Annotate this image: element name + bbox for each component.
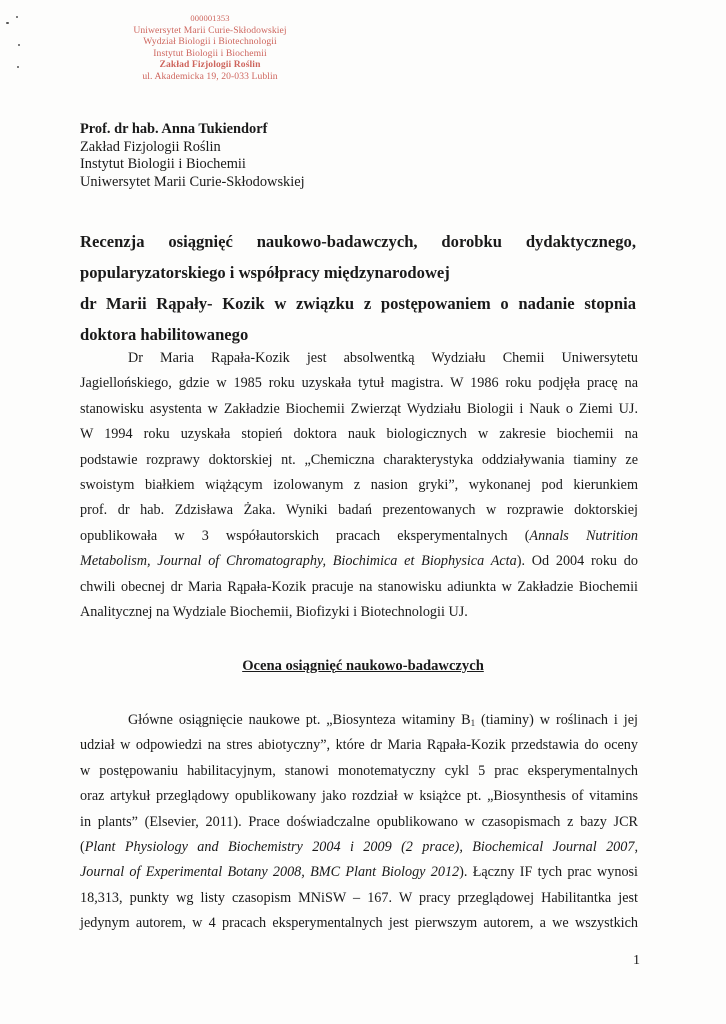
text-line: swoistym białkiem wiążącym izolowanym z nasion gryki”, wykonanej pod kierunkiem: [80, 476, 638, 493]
stamp-line: ul. Akademicka 19, 20-033 Lublin: [142, 70, 278, 82]
stamp-line: Zakład Fizjologii Roślin: [159, 59, 261, 71]
text-line: stanowisku asystenta w Zakładzie Biochemii Zwierząt Wydziału Biologii i Nauk o Ziemi UJ.: [80, 400, 638, 417]
stamp-line: Instytut Biologii i Biochemii: [153, 47, 267, 59]
journal-citation: Metabolism, Journal of Chromatography, Biochimica et Biophysica Acta: [80, 553, 517, 570]
text-line: [80, 860, 638, 885]
text-segment: (tiaminy) w roślinach i jej: [475, 712, 638, 728]
text-segment: (: [80, 838, 85, 855]
text-segment: ). Łączny IF tych prac wynosi: [459, 864, 638, 881]
text-line: podstawie rozprawy doktorskiej nt. „Chemiczna charakterystyka oddziaływania tiaminy ze: [80, 451, 638, 468]
title-line: doktora habilitowanego: [80, 325, 249, 344]
text-line: [80, 524, 638, 549]
stamp-number: 000001353: [190, 13, 230, 23]
author-block: [80, 121, 305, 191]
document-title: [80, 226, 636, 350]
page-number: 1: [633, 953, 640, 968]
paragraph-background: [80, 346, 638, 625]
section-heading: Ocena osiągnięć naukowo-badawczych: [242, 658, 484, 674]
text-line: udział w odpowiedzi na stres abiotyczny”, które dr Maria Rąpała-Kozik przedstawia do oceny: [80, 737, 638, 754]
title-line: popularyzatorskiego i współpracy międzynarodowej: [80, 263, 450, 282]
text-line: oraz artykuł przeglądowy opublikowany jako rozdział w książce pt. „Biosynthesis of vitamins: [80, 788, 638, 805]
text-line: w postępowaniu habilitacyjnym, stanowi monotematyczny cykl 5 prac eksperymentalnych: [80, 762, 638, 779]
text-segment: Główne osiągnięcie naukowe pt. „Biosynteza witaminy B: [128, 712, 471, 728]
text-line: [80, 708, 638, 733]
text-line: prof. dr hab. Zdzisława Żaka. Wyniki badań prezentowanych w rozprawie doktorskiej: [80, 502, 638, 519]
text-line: [80, 549, 638, 574]
scan-artifacts: [4, 10, 24, 80]
institution-stamp: [80, 13, 340, 83]
author-name: Prof. dr hab. Anna Tukiendorf: [80, 121, 268, 137]
subscript: 1: [470, 718, 476, 728]
text-line: W 1994 roku uzyskała stopień doktora nauk biologicznych w zakresie biochemii na: [80, 426, 638, 443]
stamp-line: Wydział Biologii i Biotechnologii: [143, 36, 277, 48]
title-line: Recenzja osiągnięć naukowo-badawczych, dorobku dydaktycznego,: [80, 232, 636, 251]
author-university: Uniwersytet Marii Curie-Skłodowskiej: [80, 173, 305, 190]
journal-citation: Plant Physiology and Biochemistry 2004 i 2009 (2 prace), Biochemical Journal 2007,: [84, 838, 638, 855]
journal-citation: Journal of Experimental Botany 2008, BMC Plant Biology 2012: [80, 864, 460, 881]
title-line: dr Marii Rąpały- Kozik w związku z postępowaniem o nadanie stopnia: [80, 294, 636, 313]
text-line: [80, 835, 638, 860]
paragraph-evaluation: [80, 708, 638, 937]
text-line: Dr Maria Rąpała-Kozik jest absolwentką Wydziału Chemii Uniwersytetu: [128, 350, 638, 366]
journal-citation: Annals Nutrition: [529, 527, 638, 544]
author-department: Zakład Fizjologii Roślin: [80, 138, 221, 155]
text-line: 18,313, punkty wg listy czasopism MNiSW – 167. W pracy przeglądowej Habilitantka jest: [80, 889, 638, 906]
author-institute: Instytut Biologii i Biochemii: [80, 156, 246, 173]
text-segment: ). Od 2004 roku do: [516, 553, 638, 570]
text-line: in plants” (Elsevier, 2011). Prace doświadczalne opublikowano w czasopismach z bazy JCR: [80, 813, 638, 830]
text-line: jedynym autorem, w 4 pracach eksperymentalnych jest pierwszym autorem, a we wszystkich: [80, 915, 638, 932]
stamp-line: Uniwersytet Marii Curie-Skłodowskiej: [133, 24, 287, 36]
text-line: Analitycznej na Wydziale Biochemii, Biofizyki i Biotechnologii UJ.: [80, 603, 468, 620]
text-segment: opublikowała w 3 współautorskich pracach eksperymentalnych (: [80, 527, 530, 544]
text-line: Jagiellońskiego, gdzie w 1985 roku uzyskała tytuł magistra. W 1986 roku podjęła pracę na: [80, 375, 638, 392]
text-line: chwili obecnej dr Maria Rąpała-Kozik pracuje na stanowisku adiunkta w Zakładzie Biochemii: [80, 578, 638, 595]
